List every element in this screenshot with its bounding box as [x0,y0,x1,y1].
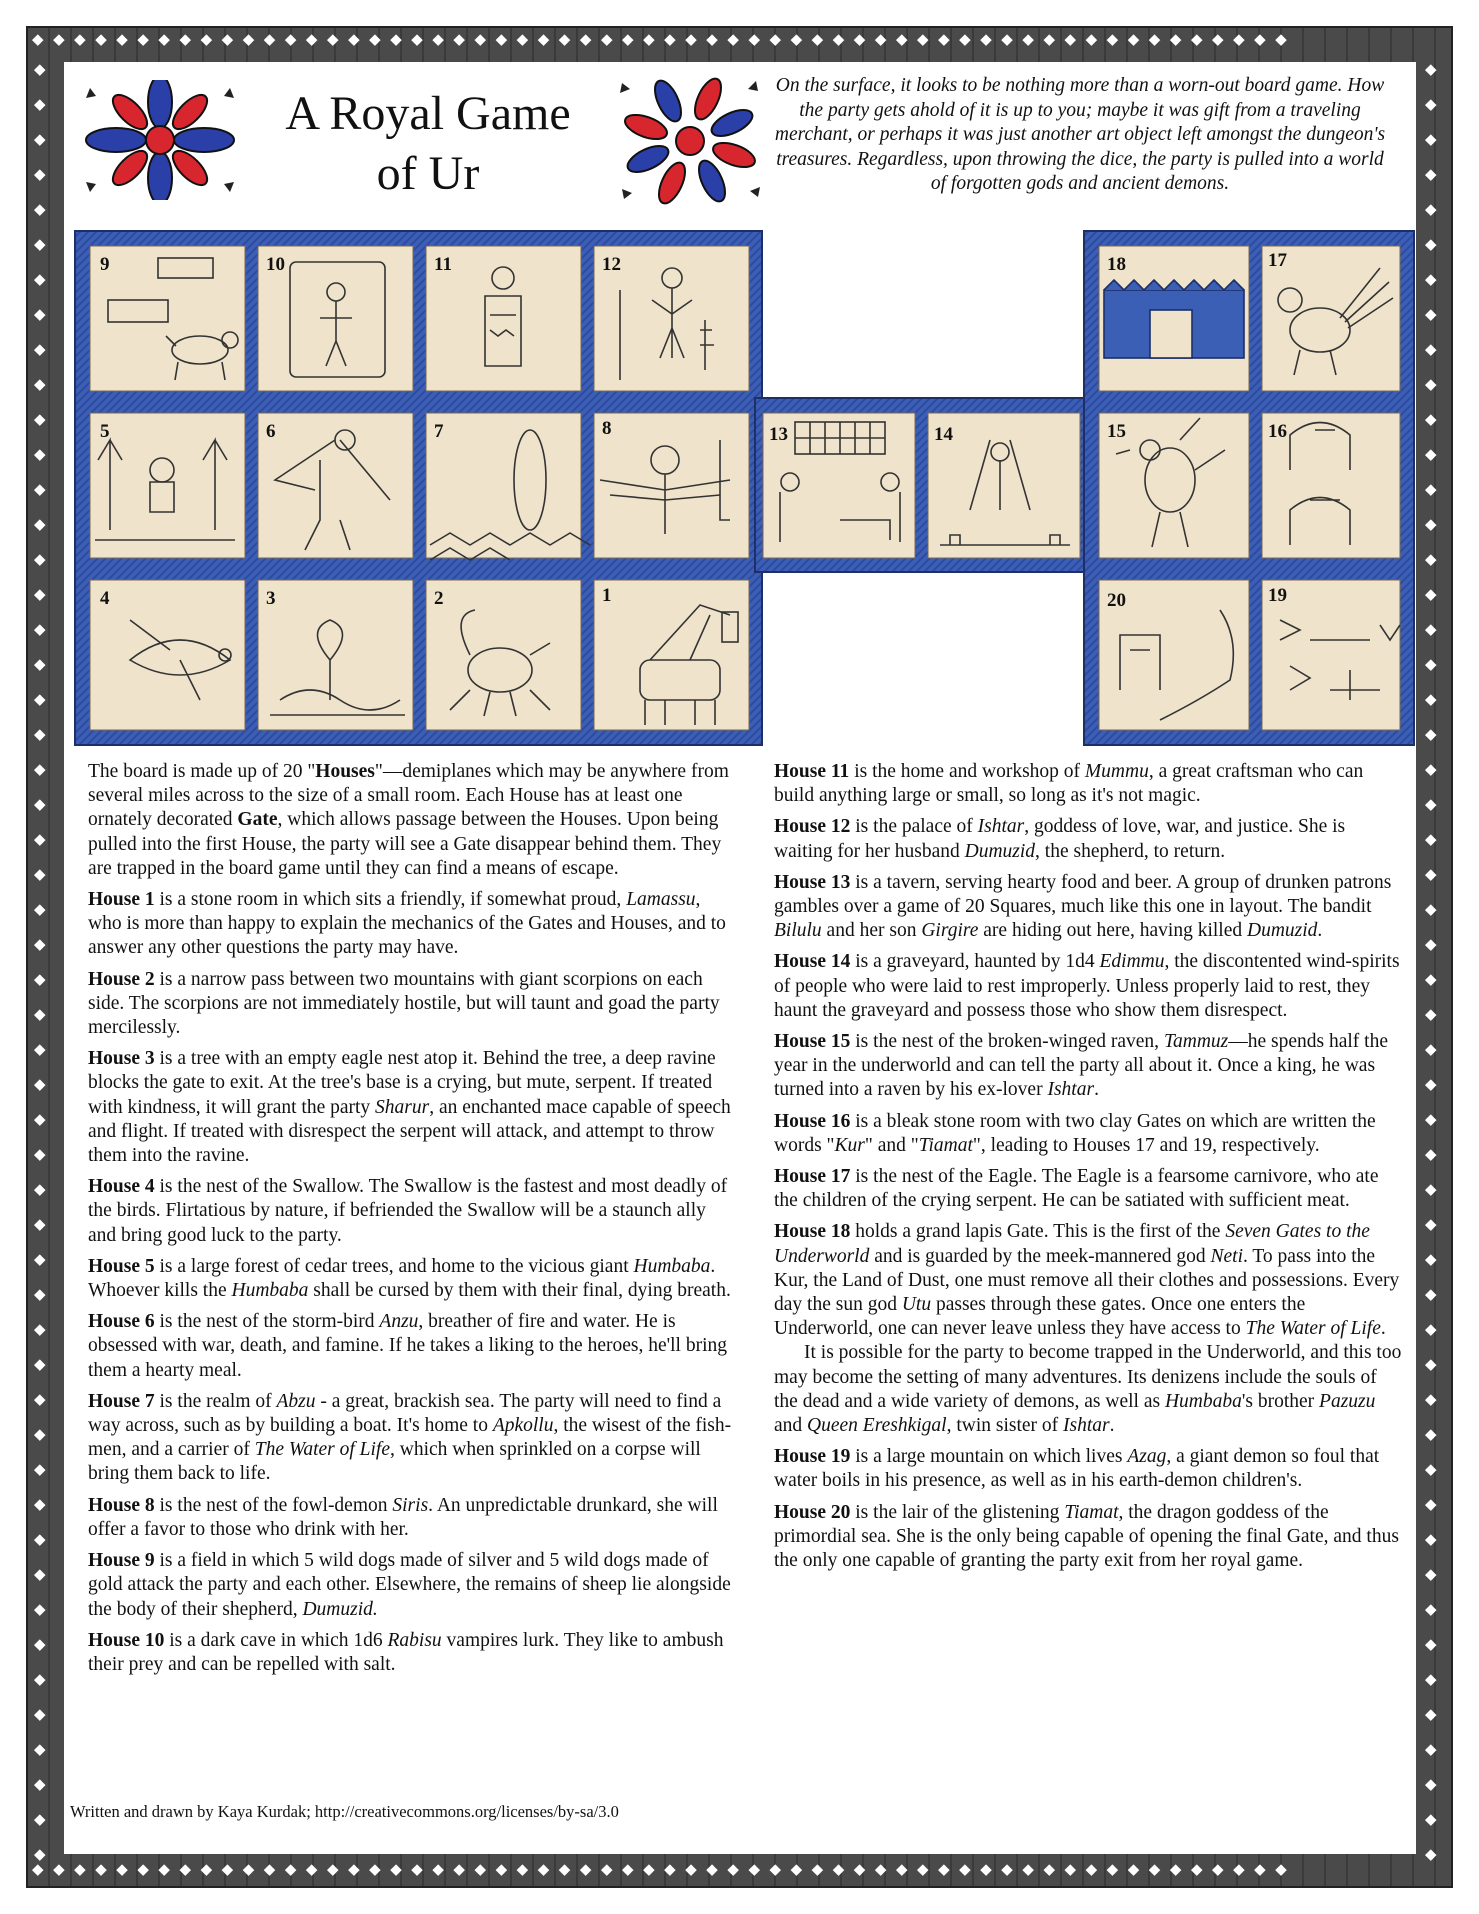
text-span: is a narrow pass between two mountains with giant scorpions on each side. The scorpions are not immediately hostile, but will taunt and goad the party mercilessly. [88,968,720,1039]
text-span: is a graveyard, haunted by 1d4 [850,951,1100,973]
text-span: holds a grand lapis Gate. This is the first of the [850,1221,1226,1243]
house-number-15: 15 [1107,421,1126,442]
house-15-paragraph [774,1030,1402,1103]
house-heading: House 10 [88,1629,165,1651]
italic-name: Lamassu [626,889,696,911]
text-span: , twin sister of [946,1415,1064,1437]
text-span: , the dragon goddess of the primordial sea. She is the only being capable of opening the final Gate, and thus the only one capable of granting the party exit from her royal game. [774,1501,1399,1572]
text-span: is the lair of the glistening [850,1501,1065,1523]
house-9-paragraph [88,1549,738,1622]
text-span: ", leading to Houses 17 and 19, respectively. [972,1134,1320,1156]
house-heading: House 3 [88,1048,155,1070]
house-18-illustration [1104,280,1244,358]
board-overview-paragraph [88,760,738,881]
text-span: shall be cursed by them with their final, dying breath. [308,1280,731,1302]
italic-name: Humbaba [1164,1390,1242,1412]
house-number-20: 20 [1107,590,1126,611]
house-heading: House 20 [774,1501,851,1523]
italic-name: Rabisu [387,1629,442,1651]
house-heading: House 16 [774,1110,851,1132]
italic-name: Anzu [379,1311,419,1333]
house-heading: House 18 [774,1221,851,1243]
text-span: and her son [821,920,922,942]
text-span: , which when sprinkled on a corpse will bring them back to life. [88,1439,701,1485]
text-span: , which allows passage between the Houses. Upon being pulled into the first House, the party will see a Gate disappear behind them. They are trapped in the board game until they can find a means of escape. [88,809,722,879]
house-10-paragraph [88,1629,738,1677]
text-span: , a giant demon so foul that water boils in his presence, as well as in his earth-demon children's. [774,1446,1380,1492]
page-title-line-2: of Ur [376,147,480,200]
house-number-19: 19 [1268,585,1287,606]
border-diamonds-right: ◆ ◆ ◆ ◆ ◆ ◆ ◆ ◆ ◆ ◆ ◆ ◆ ◆ ◆ ◆ ◆ ◆ ◆ ◆ ◆ ◆ ◆ ◆ ◆ ◆ ◆ ◆ ◆ ◆ ◆ ◆ ◆ ◆ ◆ ◆ ◆ ◆ ◆ ◆ ◆ ◆ ◆ ◆ ◆ ◆ ◆ ◆ ◆ ◆ ◆ ◆ ◆ [1425,60,1437,1862]
italic-name: Seven Gates to the Underworld [774,1221,1370,1267]
italic-name: Queen Ereshkigal [807,1415,947,1437]
text-span: and is guarded by the meek-mannered god [869,1245,1211,1267]
text-span: is the home and workshop of [849,761,1085,782]
italic-name: Humbaba [231,1280,309,1302]
text-span: , who is more than happy to explain the mechanics of the Gates and Houses, and to answer any other questions the party may have. [88,889,726,959]
text-span: is a field in which 5 wild dogs made of silver and 5 wild dogs made of gold attack the party and each other. Elsewhere, the remains of sheep lie alongside the body of their shepherd, [88,1550,731,1620]
house-20-paragraph [774,1501,1402,1574]
text-span: , goddess of love, war, and justice. She is waiting for her husband [774,816,1346,862]
italic-name: Bilulu [774,920,822,942]
border-diamonds-left: ◆ ◆ ◆ ◆ ◆ ◆ ◆ ◆ ◆ ◆ ◆ ◆ ◆ ◆ ◆ ◆ ◆ ◆ ◆ ◆ ◆ ◆ ◆ ◆ ◆ ◆ ◆ ◆ ◆ ◆ ◆ ◆ ◆ ◆ ◆ ◆ ◆ ◆ ◆ ◆ ◆ ◆ ◆ ◆ ◆ ◆ ◆ ◆ ◆ ◆ ◆ ◆ [34,60,46,1862]
house-16-paragraph [774,1110,1402,1158]
house-number-4: 4 [100,588,110,609]
border-diamonds-bottom: ◆ ◆ ◆ ◆ ◆ ◆ ◆ ◆ ◆ ◆ ◆ ◆ ◆ ◆ ◆ ◆ ◆ ◆ ◆ ◆ ◆ ◆ ◆ ◆ ◆ ◆ ◆ ◆ ◆ ◆ ◆ ◆ ◆ ◆ ◆ ◆ ◆ ◆ ◆ ◆ ◆ ◆ ◆ ◆ ◆ ◆ ◆ ◆ ◆ ◆ ◆ ◆ ◆ ◆ ◆ ◆ ◆ ◆ ◆ ◆ [32,1862,1287,1878]
house-4-paragraph [88,1175,738,1248]
text-span: is a dark cave in which 1d6 [164,1629,388,1651]
house-heading: House 12 [774,816,851,838]
house-number-9: 9 [100,254,110,275]
text-span: is a tavern, serving hearty food and beer. A group of drunken patrons gambles over a game of 20 Squares, much like this one in layout. The bandit [774,871,1392,918]
text-span: " and " [864,1134,919,1156]
text-span: is the realm of [154,1390,277,1412]
house-number-5: 5 [100,421,110,442]
house-heading: House 8 [88,1494,155,1516]
text-span: is the nest of the fowl-demon [154,1494,393,1516]
italic-name: Sharur [375,1096,430,1118]
italic-name: Kur [834,1134,865,1156]
house-number-11: 11 [434,254,452,275]
text-span: . [1094,1079,1099,1101]
text-span: are hiding out here, having killed [978,920,1247,942]
text-span: . [1109,1415,1115,1437]
house-18-paragraph [774,1220,1402,1341]
text-span: passes through these gates. Once one enters the Underworld, one can never leave unless they have access to [774,1294,1306,1340]
house-12-paragraph [774,815,1402,863]
house-heading: House 13 [774,871,851,893]
text-span: is a stone room in which sits a friendly, if somewhat proud, [154,889,627,911]
italic-name: Pazuzu [1319,1390,1376,1412]
text-span: is the nest of the Swallow. The Swallow is the fastest and most deadly of the birds. Flirtatious by nature, if befriended the Swallow will be a staunch ally and bring good luck to the party. [88,1176,728,1246]
italic-name: Dumuzid. [302,1598,378,1620]
house-heading: House 17 [774,1166,851,1188]
italic-name: Ishtar [1063,1415,1110,1437]
house-heading: House 9 [88,1550,155,1572]
italic-name: Utu [901,1294,932,1316]
house-19-paragraph [774,1445,1402,1493]
house-1-paragraph [88,888,738,961]
text-span: and [774,1415,808,1437]
house-number-3: 3 [266,588,276,609]
text-span: "—demiplanes which may be anywhere from several miles across to the size of a small room. Each House has at least one ornately decorated [88,761,729,831]
house-6-paragraph [88,1310,738,1383]
text-span: . To pass into the Kur, the Land of Dust, one must remove all their clothes and possessions. Every day the sun god [774,1245,1400,1316]
text-span: , a great craftsman who can build anything large or small, so long as it's not magic. [774,761,1364,807]
text-span: It is possible for the party to become trapped in the Underworld, and this too may become the setting of many adventures. Its denizens include the souls of the dead and a wide variety of demons, as well as [774,1342,1402,1412]
term-houses: Houses [315,761,375,782]
italic-name: Siris [392,1494,429,1516]
text-span: . [1380,1318,1386,1340]
text-span: . An unpredictable drunkard, she will offer a favor to those who drink with her. [88,1494,718,1540]
italic-name: Neti [1210,1245,1243,1267]
house-heading: House 19 [774,1446,851,1468]
house-number-14: 14 [934,424,953,445]
house-8-paragraph [88,1494,738,1542]
italic-name: Mummu [1084,761,1149,782]
italic-name: The Water of Life [254,1439,390,1461]
text-span: 's brother [1241,1390,1320,1412]
house-2-paragraph [88,968,738,1041]
house-heading: House 2 [88,968,155,990]
border-diamonds-top: ◆ ◆ ◆ ◆ ◆ ◆ ◆ ◆ ◆ ◆ ◆ ◆ ◆ ◆ ◆ ◆ ◆ ◆ ◆ ◆ ◆ ◆ ◆ ◆ ◆ ◆ ◆ ◆ ◆ ◆ ◆ ◆ ◆ ◆ ◆ ◆ ◆ ◆ ◆ ◆ ◆ ◆ ◆ ◆ ◆ ◆ ◆ ◆ ◆ ◆ ◆ ◆ ◆ ◆ ◆ ◆ ◆ ◆ ◆ ◆ [32,32,1287,48]
game-board [0,0,1479,760]
term-gate: Gate [237,809,278,831]
text-span: , the shepherd, to return. [1035,840,1226,862]
text-span: , the wisest of the fish-men, and a carrier of [88,1415,732,1461]
house-heading: House 5 [88,1255,155,1277]
italic-name: Girgire [921,920,979,942]
text-span: vampires lurk. They like to ambush their prey and can be repelled with salt. [88,1629,724,1675]
house-heading: House 6 [88,1311,155,1333]
house-3-paragraph [88,1047,738,1168]
house-number-10: 10 [266,254,285,275]
house-11-paragraph [774,760,1402,808]
left-column [88,760,738,1684]
text-span: , an enchanted mace capable of speech and flight. If treated with disrespect the serpent will attack, and attempt to throw them into the ravine. [88,1096,731,1167]
italic-name: Tiamat [918,1134,973,1156]
house-number-2: 2 [434,588,444,609]
house-number-8: 8 [602,418,612,439]
text-span: is the palace of [850,816,978,838]
italic-name: Ishtar [977,816,1025,838]
house-heading: House 14 [774,951,851,973]
text-span: is the nest of the Eagle. The Eagle is a fearsome carnivore, who ate the children of the crying serpent. He can be satiated with sufficient meat. [774,1166,1379,1212]
text-span: - a great, brackish sea. The party will need to find a way across, such as by building a boat. It's home to [88,1390,722,1437]
text-span: . [1317,920,1323,942]
italic-name: Apkollu [492,1415,554,1437]
credit-line: Written and drawn by Kaya Kurdak; http://creativecommons.org/licenses/by-sa/3.0 [70,1802,619,1821]
italic-name: Tiamat [1064,1501,1119,1523]
text-span: is a tree with an empty eagle nest atop it. Behind the tree, a deep ravine blocks the gate to exit. At the tree's base is a crying, but mute, serpent. If treated with kindness, it will grant the party [88,1048,716,1118]
italic-name: Tammuz [1163,1031,1229,1053]
underworld-paragraph [774,1341,1402,1438]
right-column [774,760,1402,1580]
text-span: is a bleak stone room with two clay Gates on which are written the words " [774,1110,1376,1156]
italic-name: The Water of Life [1245,1318,1381,1340]
house-heading: House 7 [88,1390,155,1412]
house-number-18: 18 [1107,254,1126,275]
house-number-1: 1 [602,585,612,606]
house-heading: House 15 [774,1031,851,1053]
italic-name: Abzu [276,1390,316,1412]
house-17-paragraph [774,1165,1402,1213]
text-span: . Whoever kills the [88,1255,716,1302]
text-span: , the discontented wind-spirits of people who were laid to rest improperly. Unless properly laid to rest, they haunt the graveyard and possess those who show them disrespect. [774,951,1400,1021]
house-number-13: 13 [769,424,788,445]
house-14-paragraph [774,950,1402,1023]
house-7-paragraph [88,1390,738,1487]
house-number-7: 7 [434,421,444,442]
page-title-line-1: A Royal Game [285,87,571,140]
text-span: is the nest of the broken-winged raven, [850,1031,1164,1053]
italic-name: Dumuzid [1246,920,1318,942]
house-heading: House 11 [774,761,850,782]
house-number-16: 16 [1268,421,1287,442]
italic-name: Dumuzid [964,840,1036,862]
text-span: , breather of fire and water. He is obsessed with war, death, and famine. If he takes a liking to the heroes, he'll bring them a hearty meal. [88,1311,728,1381]
italic-name: Edimmu [1099,951,1165,973]
house-heading: House 4 [88,1176,155,1198]
house-5-paragraph [88,1255,738,1303]
text-span: is a large forest of cedar trees, and home to the vicious giant [154,1255,634,1277]
house-number-6: 6 [266,421,276,442]
house-heading: House 1 [88,889,155,911]
house-number-17: 17 [1268,250,1287,271]
italic-name: Humbaba [633,1255,711,1277]
italic-name: Azag [1127,1446,1167,1468]
text-span: The board is made up of 20 " [88,761,316,782]
intro-text: On the surface, it looks to be nothing more than a worn-out board game. How the party gets ahold of it is up to you; maybe it was gift from a traveling merchant, or perhaps it was just another art object left amongst the dungeon's treasures. Regardless, upon throwing the dice, the party is pulled into a world of forgotten gods and ancient demons. [774,75,1386,194]
italic-name: Ishtar [1047,1079,1095,1101]
text-span: is the nest of the storm-bird [154,1311,380,1333]
house-number-12: 12 [602,254,621,275]
house-13-paragraph [774,871,1402,944]
text-span: is a large mountain on which lives [850,1446,1128,1468]
text-span: —he spends half the year in the underworld and can tell the party all about it. Once a king, he was turned into a raven by his ex-lover [774,1031,1389,1101]
